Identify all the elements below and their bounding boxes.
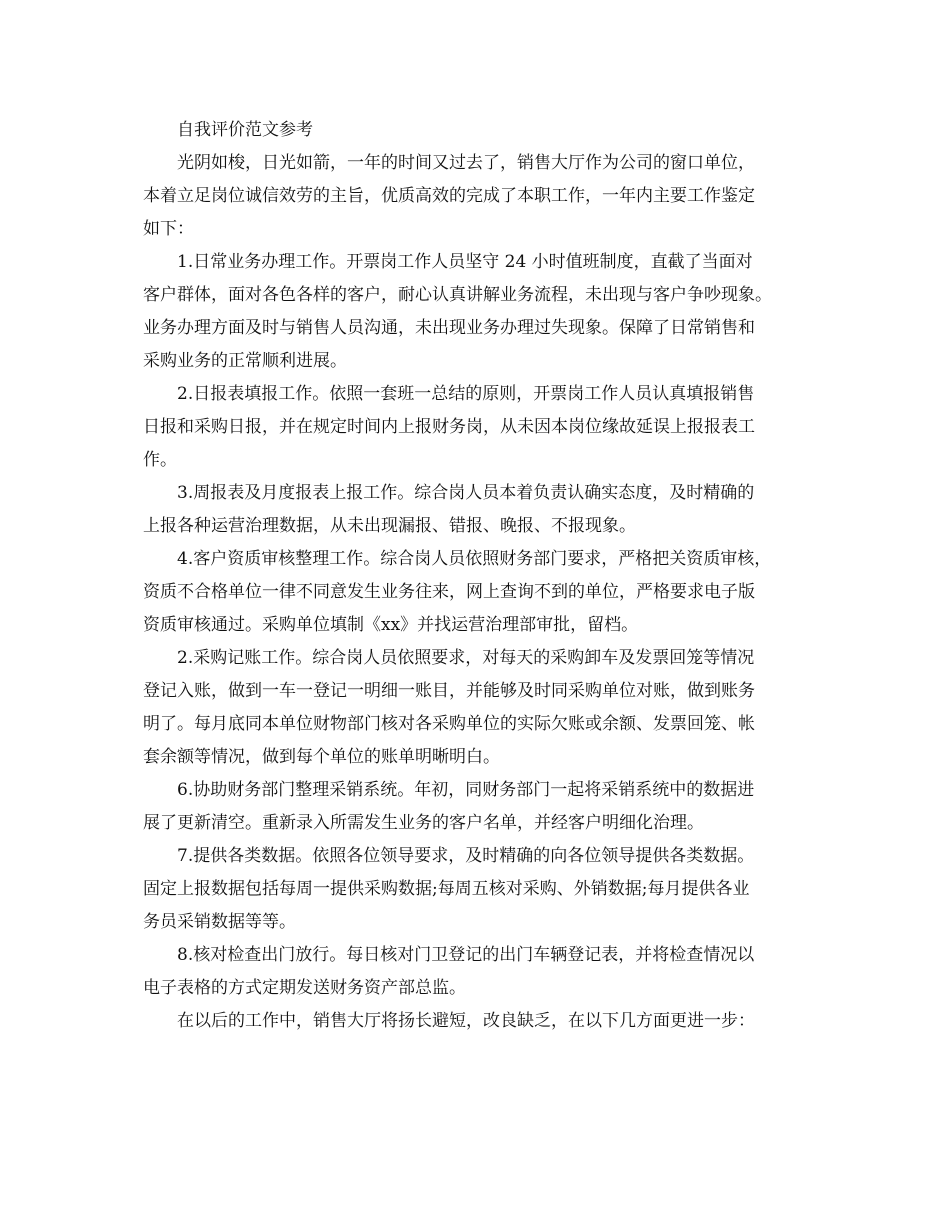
paragraph-line: 8.核对检查出门放行。每日核对门卫登记的出门车辆登记表，并将检查情况以 <box>177 945 755 965</box>
paragraph-line: 电子表格的方式定期发送财务资产部总监。 <box>143 978 466 998</box>
paragraph-line: 作。 <box>143 450 177 470</box>
paragraph-line: 固定上报数据包括每周一提供采购数据;每周五核对采购、外销数据;每月提供各业 <box>143 879 750 899</box>
paragraph-line: 7.提供各类数据。依照各位领导要求，及时精确的向各位领导提供各类数据。 <box>177 846 755 866</box>
paragraph-line: 光阴如梭，日光如箭，一年的时间又过去了，销售大厅作为公司的窗口单位， <box>177 153 755 173</box>
paragraph-line: 2.日报表填报工作。依照一套班一总结的原则，开票岗工作人员认真填报销售 <box>177 384 755 404</box>
paragraph-line: 客户群体，面对各色各样的客户，耐心认真讲解业务流程，未出现与客户争吵现象。 <box>143 285 772 305</box>
paragraph-line: 业务办理方面及时与销售人员沟通，未出现业务办理过失现象。保障了日常销售和 <box>143 318 755 338</box>
paragraph-line: 务员采销数据等等。 <box>143 912 296 932</box>
paragraph-line: 资质审核通过。采购单位填制《xx》并找运营治理部审批，留档。 <box>143 615 639 635</box>
paragraph-line: 套余额等情况，做到每个单位的账单明晰明白。 <box>143 747 500 767</box>
paragraph-line: 上报各种运营治理数据，从未出现漏报、错报、晚报、不报现象。 <box>143 516 636 536</box>
paragraph-line: 登记入账，做到一车一登记一明细一账目，并能够及时同采购单位对账，做到账务 <box>143 681 755 701</box>
document-title: 自我评价范文参考 <box>177 120 313 140</box>
paragraph-line: 6.协助财务部门整理采销系统。年初，同财务部门一起将采销系统中的数据进 <box>177 780 755 800</box>
paragraph-line: 1.日常业务办理工作。开票岗工作人员坚守 24 小时值班制度，直截了当面对 <box>177 252 753 272</box>
paragraph-line: 日报和采购日报，并在规定时间内上报财务岗，从未因本岗位缘故延误上报报表工 <box>143 417 755 437</box>
paragraph-line: 3.周报表及月度报表上报工作。综合岗人员本着负责认确实态度，及时精确的 <box>177 483 755 503</box>
paragraph-line: 资质不合格单位一律不同意发生业务往来，网上查询不到的单位，严格要求电子版 <box>143 582 755 602</box>
paragraph-line: 4.客户资质审核整理工作。综合岗人员依照财务部门要求，严格把关资质审核， <box>177 549 772 569</box>
paragraph-line: 本着立足岗位诚信效劳的主旨，优质高效的完成了本职工作，一年内主要工作鉴定 <box>143 186 755 206</box>
paragraph-line: 在以后的工作中，销售大厅将扬长避短，改良缺乏，在以下几方面更进一步： <box>177 1011 755 1031</box>
paragraph-line: 如下： <box>143 219 194 239</box>
paragraph-line: 采购业务的正常顺利进展。 <box>143 351 347 371</box>
paragraph-line: 2.采购记账工作。综合岗人员依照要求，对每天的采购卸车及发票回笼等情况 <box>177 648 755 668</box>
paragraph-line: 展了更新清空。重新录入所需发生业务的客户名单，并经客户明细化治理。 <box>143 813 704 833</box>
paragraph-line: 明了。每月底同本单位财物部门核对各采购单位的实际欠账或余额、发票回笼、帐 <box>143 714 755 734</box>
